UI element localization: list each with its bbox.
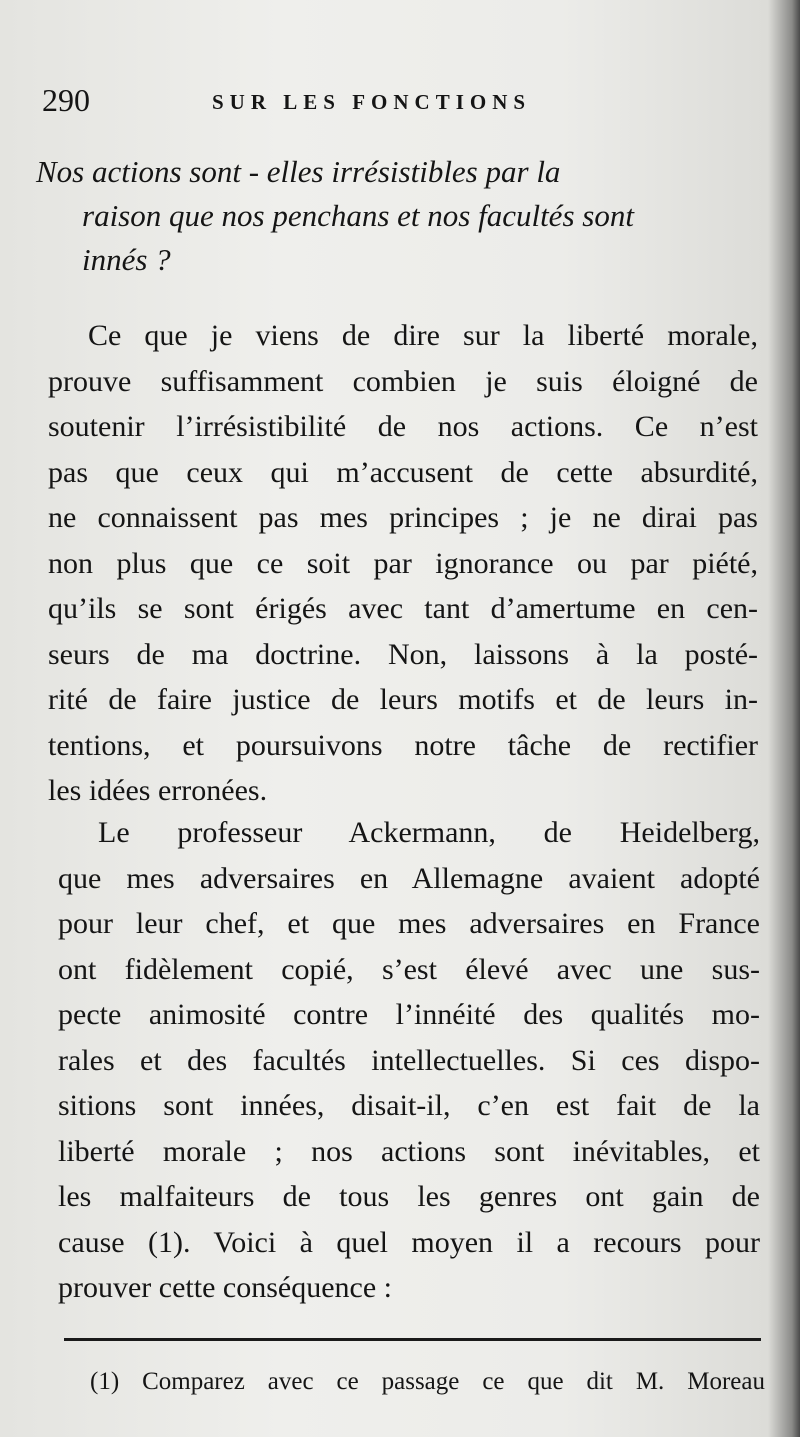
text-line: pour leur chef, et que mes adversaires en France xyxy=(58,907,760,940)
text-line: pas que ceux qui m’accusent de cette absurdité, xyxy=(48,455,758,489)
running-head-title: SUR LES FONCTIONS xyxy=(212,90,532,114)
paragraph-1 xyxy=(48,313,758,814)
text-line: que mes adversaires en Allemagne avaient adopté xyxy=(58,861,760,895)
paragraph-2 xyxy=(58,810,760,1311)
text-line: prouver cette conséquence : xyxy=(58,1271,392,1304)
heading-line: innés ? xyxy=(82,242,171,277)
text-line: ne connaissent pas mes principes ; je ne dirai pas xyxy=(48,501,758,534)
text-line: rité de faire justice de leurs motifs et de leurs in- xyxy=(48,683,758,716)
footnote-rule xyxy=(64,1338,761,1341)
text-line: les idées erronées. xyxy=(48,774,268,807)
text-line: non plus que ce soit par ignorance ou par piété, xyxy=(48,546,758,580)
running-head xyxy=(42,82,742,122)
text-line: rales et des facultés intellectuelles. Si ces dispo- xyxy=(58,1043,760,1077)
footnote: (1) Comparez avec ce passage ce que dit M. Moreau xyxy=(90,1368,765,1395)
text-line: Le professeur Ackermann, de Heidelberg, xyxy=(98,816,760,849)
text-line: tentions, et poursuivons notre tâche de rectifier xyxy=(48,728,758,762)
text-line: prouve suffisamment combien je suis éloigné de xyxy=(48,364,758,398)
page-number: 290 xyxy=(42,82,90,118)
text-line: qu’ils se sont érigés avec tant d’amertume en cen- xyxy=(48,592,758,625)
text-line: cause (1). Voici à quel moyen il a recours pour xyxy=(58,1225,760,1259)
section-heading xyxy=(30,150,765,282)
text-line: soutenir l’irrésistibilité de nos actions. Ce n’est xyxy=(48,410,758,443)
heading-line: Nos actions sont - elles irrésistibles par la xyxy=(36,154,561,189)
text-line: les malfaiteurs de tous les genres ont gain de xyxy=(58,1180,760,1213)
text-line: Ce que je viens de dire sur la liberté morale, xyxy=(88,319,758,352)
text-line: ont fidèlement copié, s’est élevé avec une sus- xyxy=(58,952,760,986)
text-line: liberté morale ; nos actions sont inévitables, et xyxy=(58,1134,760,1168)
text-line: sitions sont innées, disait-il, c’en est fait de la xyxy=(58,1089,760,1122)
text-line: pecte animosité contre l’innéité des qualités mo- xyxy=(58,998,760,1031)
heading-line: raison que nos penchans et nos facultés sont xyxy=(82,198,634,233)
text-line: seurs de ma doctrine. Non, laissons à la posté- xyxy=(48,637,758,671)
